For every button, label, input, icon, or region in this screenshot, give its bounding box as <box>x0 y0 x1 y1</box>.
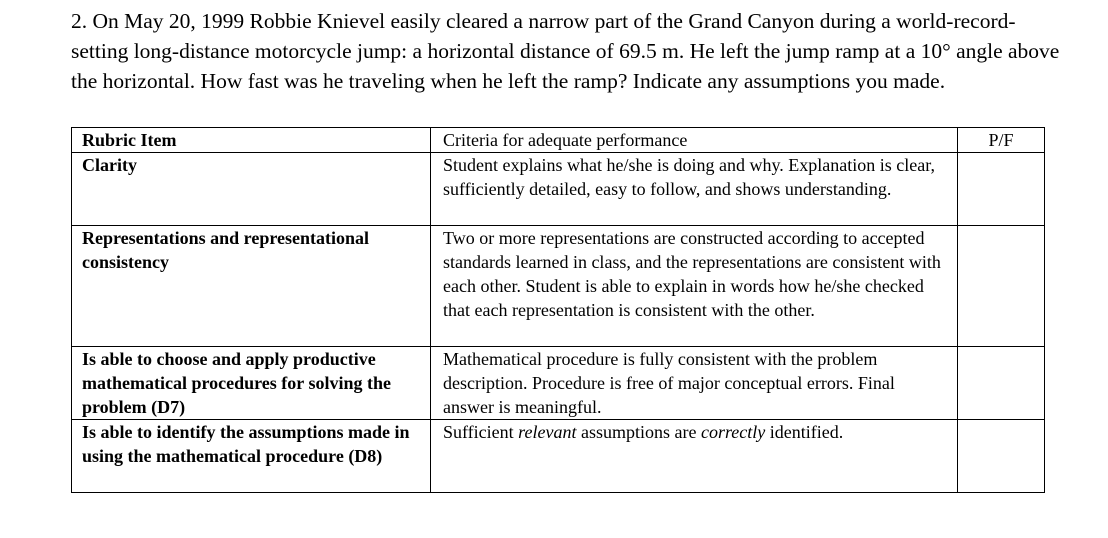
pass-fail-cell <box>958 226 1045 347</box>
rubric-row <box>72 153 1045 226</box>
pass-fail-cell <box>958 347 1045 420</box>
rubric-item-assumptions: Is able to identify the assumptions made in using the mathematical procedure (D8) <box>72 420 431 493</box>
criteria-text-after: identified. <box>765 422 844 442</box>
criteria-assumptions <box>431 420 958 493</box>
criteria-representations: Two or more representations are constructed according to accepted standards learned in class, and the representations are consistent with each other. Student is able to explain in words how he/she checked that each representation is consistent with the other. <box>431 226 958 347</box>
rubric-row <box>72 347 1045 420</box>
header-pass-fail: P/F <box>958 128 1045 153</box>
criteria-emphasis-relevant: relevant <box>518 422 577 442</box>
rubric-header-row <box>72 128 1045 153</box>
pass-fail-cell <box>958 153 1045 226</box>
criteria-math-procedures: Mathematical procedure is fully consistent with the problem description. Procedure is free of major conceptual errors. Final answer is meaningful. <box>431 347 958 420</box>
criteria-text-before: Sufficient <box>443 422 519 442</box>
header-criteria: Criteria for adequate performance <box>431 128 958 153</box>
rubric-row <box>72 420 1045 493</box>
criteria-clarity: Student explains what he/she is doing and why. Explanation is clear, sufficiently detailed, easy to follow, and shows understanding. <box>431 153 958 226</box>
question-text: 2. On May 20, 1999 Robbie Knievel easily cleared a narrow part of the Grand Canyon during a world-record-setting long-distance motorcycle jump: a horizontal distance of 69.5 m. He left the jump ramp at a 10° angle above the horizontal. How fast was he traveling when he left the ramp? Indicate any assumptions you made. <box>71 9 1060 93</box>
header-rubric-item: Rubric Item <box>72 128 431 153</box>
rubric-item-representations: Representations and representational consistency <box>72 226 431 347</box>
criteria-emphasis-correctly: correctly <box>700 422 766 442</box>
criteria-text-middle: assumptions are <box>576 422 701 442</box>
rubric-item-math-procedures: Is able to choose and apply productive mathematical procedures for solving the problem (D7) <box>72 347 431 420</box>
pass-fail-cell <box>958 420 1045 493</box>
rubric-item-clarity: Clarity <box>72 153 431 226</box>
rubric-row <box>72 226 1045 347</box>
rubric-table <box>71 127 1045 493</box>
